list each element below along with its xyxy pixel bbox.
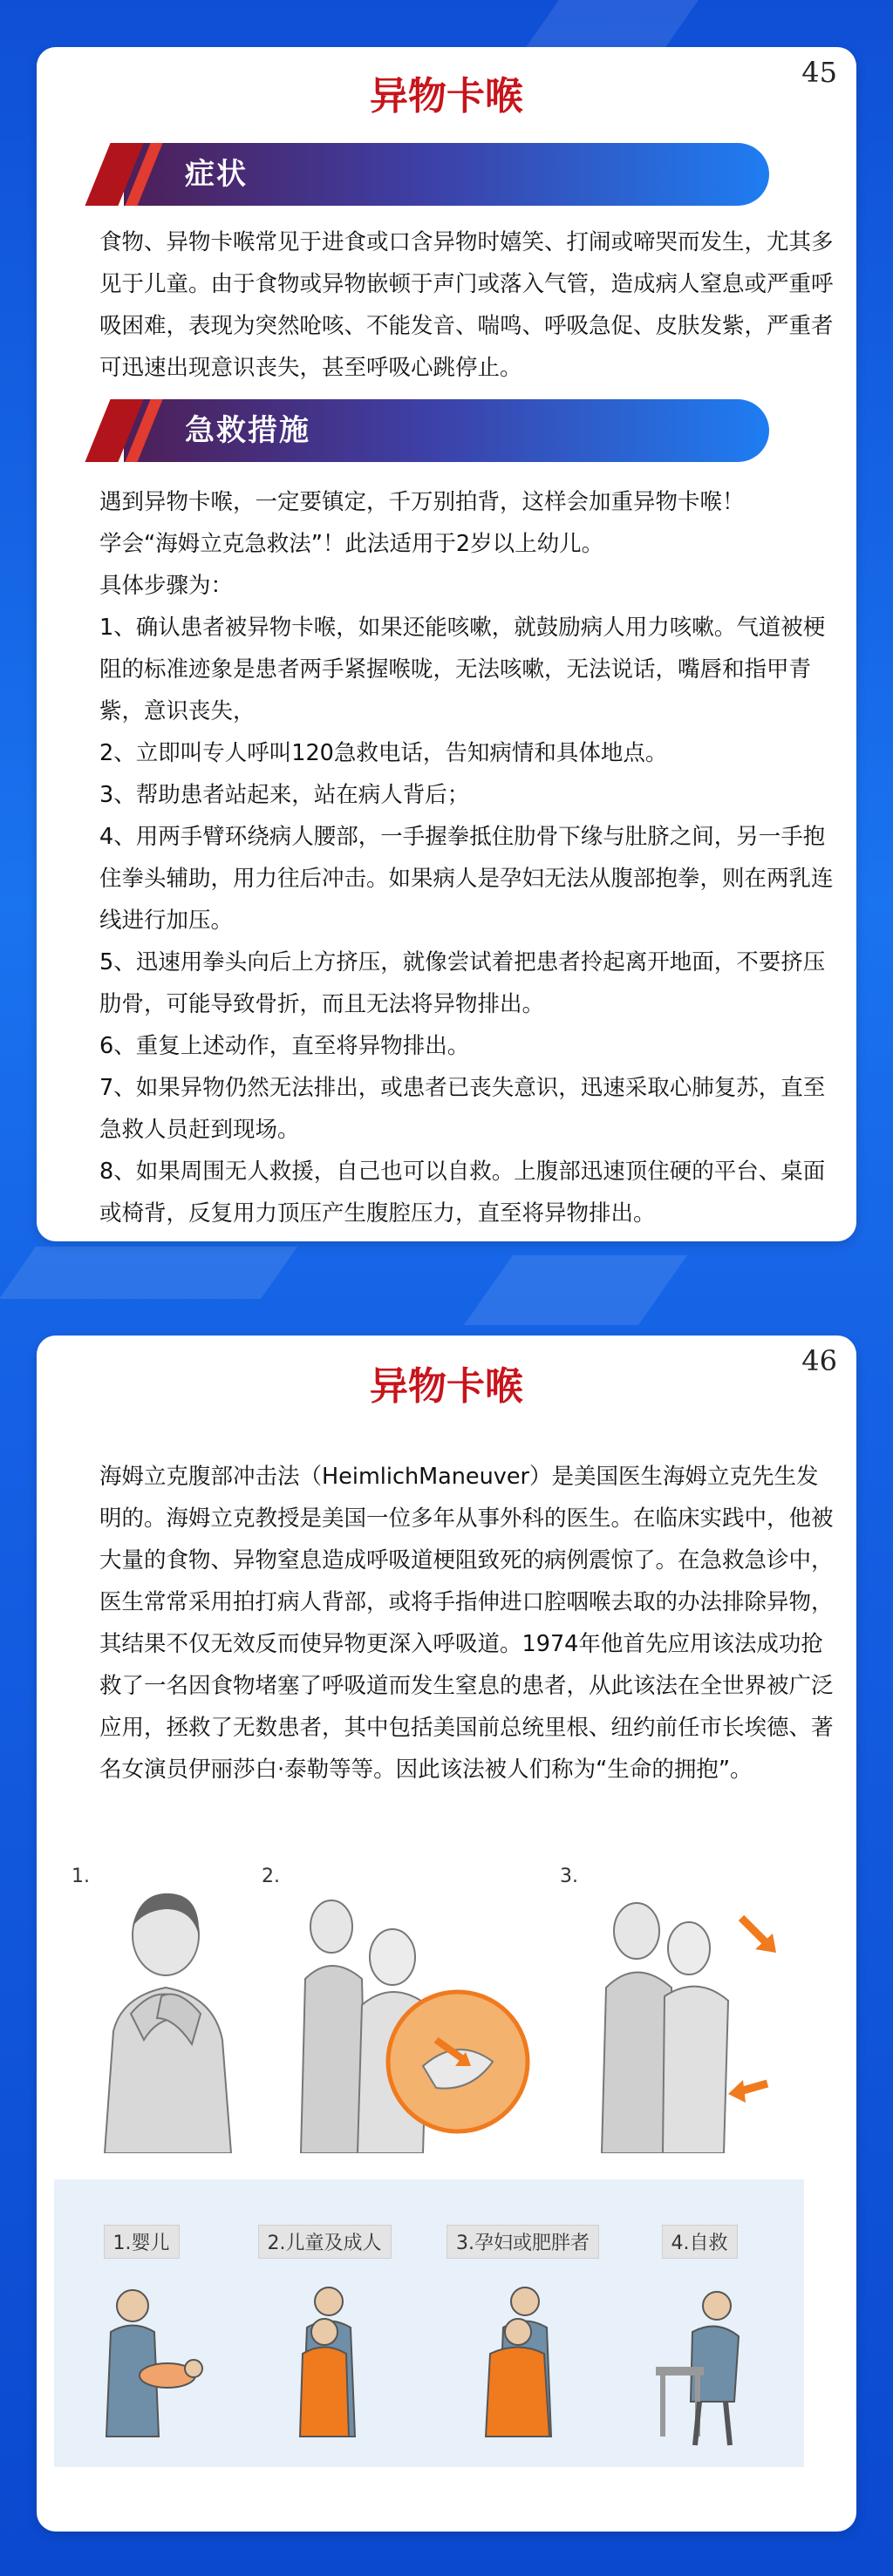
first-aid-text	[99, 481, 834, 1234]
step-2-illustration	[262, 1866, 541, 2153]
paragraph: 学会“海姆立克急救法”！此法适用于2岁以上幼儿。	[99, 531, 604, 557]
situation-pregnant-obese	[446, 2225, 590, 2454]
choking-person-image	[70, 1866, 244, 2153]
situation-label: 1.婴儿	[104, 2225, 180, 2259]
paragraph: 海姆立克腹部冲击法（HeimlichManeuver）是美国医生海姆立克先生发明的。海姆立克教授是美国一位多年从事外科的医生。在临床实践中，他被大量的食物、异物窒息造成呼吸道梗阻致死的病例震惊了。在急救急诊中，医生常常采用拍打病人背部，或将手指伸进口腔咽喉去取的办法排除异物，其结果不仅无效反而使异物更深入呼吸道。1974年他首先应用该法成功抢救了一名因食物堵塞了呼吸道而发生窒息的患者，从此该法在全世界被广泛应用，拯救了无数患者，其中包括美国前总统里根、纽约前任市长埃德、著名女演员伊丽莎白·泰勒等等。因此该法被人们称为“生命的拥抱”。	[99, 1464, 834, 1783]
situation-label: 2.儿童及成人	[258, 2225, 392, 2259]
symptoms-text	[99, 221, 834, 389]
page-title: 异物卡喉	[370, 74, 523, 119]
page-number: 46	[801, 1344, 837, 1377]
infant-rescue-image	[72, 2271, 211, 2454]
section-header-symptoms	[89, 143, 769, 206]
step-item: 1、确认患者被异物卡喉，如果还能咳嗽，就鼓励病人用力咳嗽。气道被梗阻的标准迹象是患者两手紧握喉咙，无法咳嗽，无法说话，嘴唇和指甲青紫，意识丧失，	[99, 615, 826, 724]
pregnant-rescue-image	[446, 2271, 586, 2454]
step-number: 2.	[262, 1866, 280, 1887]
step-item: 4、用两手臂环绕病人腰部，一手握拳抵住肋骨下缘与肚脐之间，另一手抱住拳头辅助，用力往后冲击。如果病人是孕妇无法从腹部抱拳，则在两乳连线进行加压。	[99, 824, 834, 934]
heimlich-steps-figure	[70, 1866, 802, 2153]
situations-panel	[54, 2179, 804, 2467]
abdominal-thrust-image	[262, 1866, 541, 2153]
background-stripe	[464, 1255, 687, 1325]
repeat-thrust-image	[558, 1866, 802, 2153]
situation-self-rescue	[630, 2225, 769, 2454]
page-card-45	[37, 47, 856, 1241]
step-item: 3、帮助患者站起来，站在病人背后；	[99, 782, 470, 808]
paragraph: 食物、异物卡喉常见于进食或口含异物时嬉笑、打闹或啼哭而发生，尤其多见于儿童。由于食物或异物嵌顿于声门或落入气管，造成病人窒息或严重呼吸困难，表现为突然呛咳、不能发音、喘鸣、呼吸急促、皮肤发紫，严重者可迅速出现意识丧失，甚至呼吸心跳停止。	[99, 229, 834, 381]
situation-label: 4.自救	[662, 2225, 738, 2259]
page-title: 异物卡喉	[370, 1364, 523, 1409]
section-header-first-aid	[89, 399, 769, 462]
step-3-illustration	[558, 1866, 802, 2153]
section-heading: 症状	[185, 157, 248, 192]
step-item: 5、迅速用拳头向后上方挤压，就像尝试着把患者拎起离开地面，不要挤压肋骨，可能导致骨折，而且无法将异物排出。	[99, 949, 826, 1017]
step-1-illustration	[70, 1866, 244, 2153]
section-heading: 急救措施	[185, 413, 310, 448]
step-item: 2、立即叫专人呼叫120急救电话，告知病情和具体地点。	[99, 740, 668, 766]
step-item: 7、如果异物仍然无法排出，或患者已丧失意识，迅速采取心肺复苏，直至急救人员赶到现场。	[99, 1075, 826, 1143]
situation-label: 3.孕妇或肥胖者	[446, 2225, 599, 2259]
paragraph: 具体步骤为：	[99, 573, 234, 599]
page-number: 45	[801, 56, 837, 89]
step-number: 3.	[560, 1866, 578, 1887]
step-number: 1.	[72, 1866, 90, 1887]
situation-child-adult	[255, 2225, 394, 2454]
adult-rescue-image	[255, 2271, 394, 2454]
step-item: 6、重复上述动作，直至将异物排出。	[99, 1033, 470, 1059]
paragraph: 遇到异物卡喉，一定要镇定，千万别拍背，这样会加重异物卡喉！	[99, 489, 745, 515]
step-item: 8、如果周围无人救援，自己也可以自救。上腹部迅速顶住硬的平台、桌面或椅背，反复用力顶压产生腹腔压力，直至将异物排出。	[99, 1159, 826, 1227]
self-rescue-image	[630, 2271, 769, 2454]
heimlich-history-text	[99, 1456, 834, 1791]
situation-infant	[72, 2225, 211, 2454]
background-stripe	[0, 1247, 297, 1299]
background-stripe	[522, 0, 699, 52]
